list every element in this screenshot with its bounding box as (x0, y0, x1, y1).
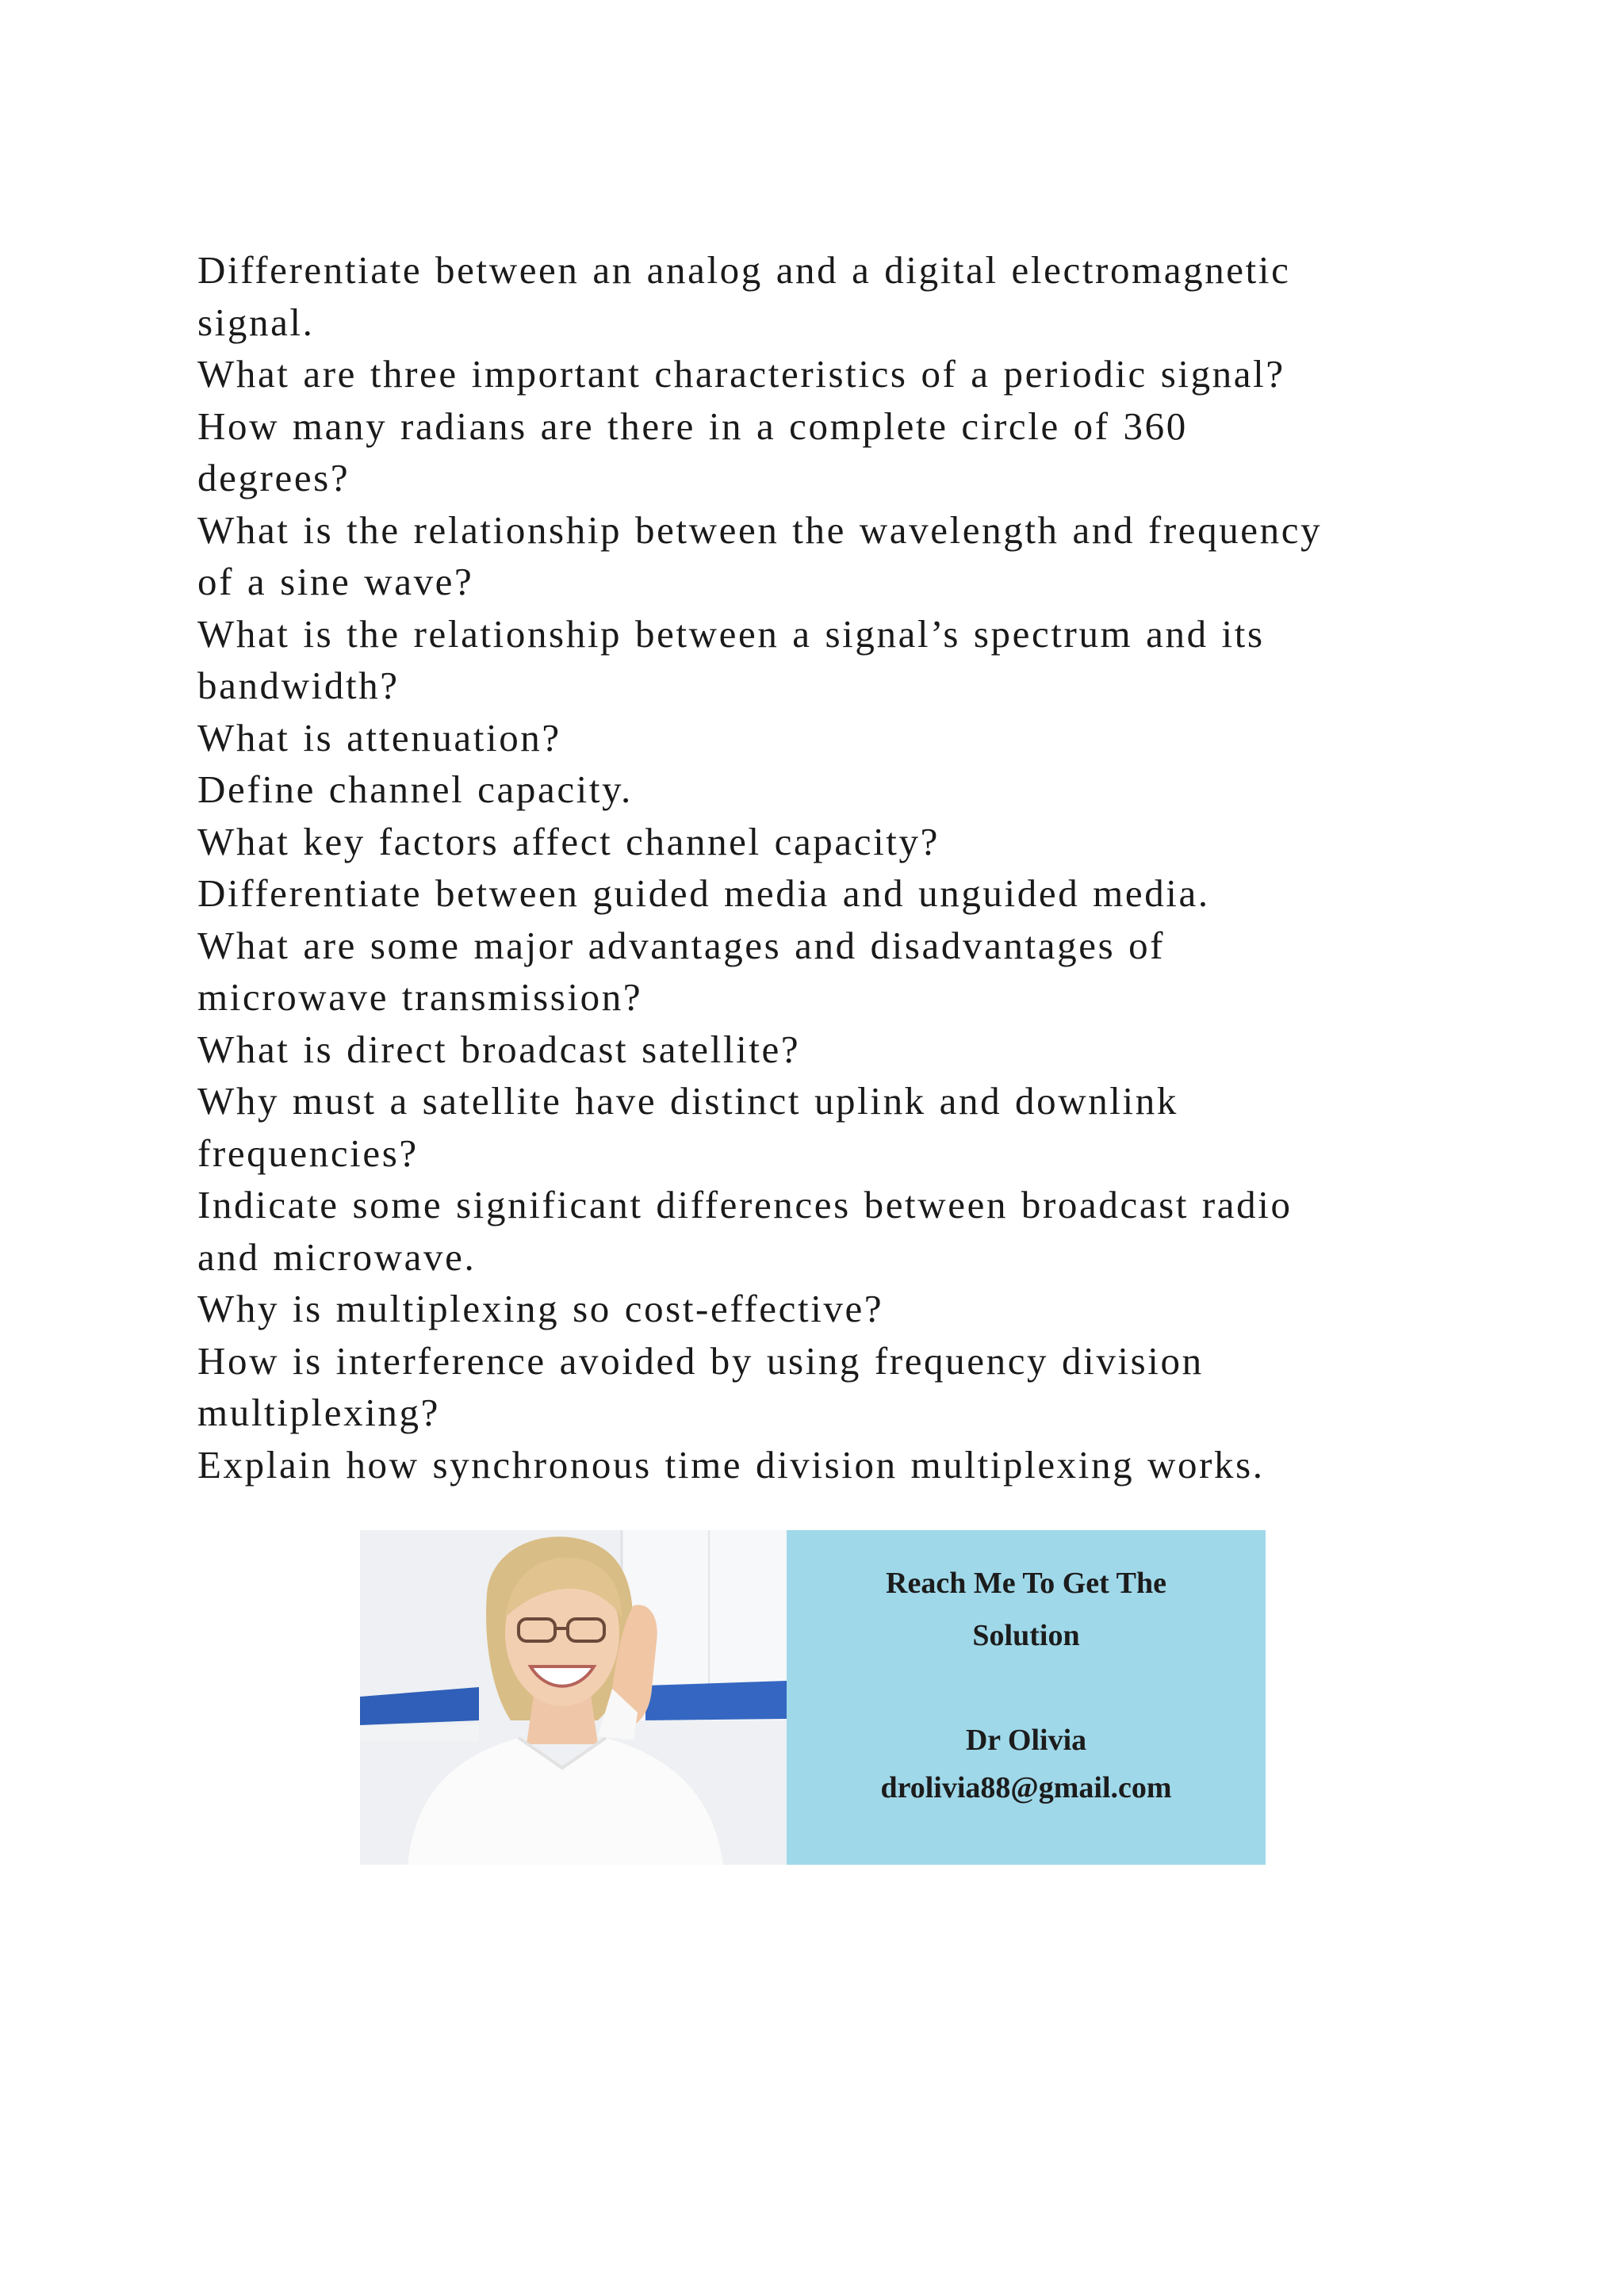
question-13: Indicate some significant differences between broadcast radio and microwave. (197, 1183, 1293, 1279)
question-11: What is direct broadcast satellite? (197, 1027, 801, 1071)
question-3: How many radians are there in a complete circle of 360 degrees? (197, 404, 1188, 499)
question-7: Define channel capacity. (197, 767, 633, 811)
banner-headline: Reach Me To Get The Solution (886, 1567, 1166, 1652)
question-list (197, 244, 1434, 1490)
question-6: What is attenuation? (197, 715, 561, 760)
question-12: Why must a satellite have distinct uplink and downlink frequencies? (197, 1079, 1178, 1175)
contact-banner (360, 1530, 1266, 1865)
question-9: Differentiate between guided media and unguided media. (197, 871, 1210, 915)
question-5: What is the relationship between a signal’s spectrum and its bandwidth? (197, 611, 1265, 707)
question-8: What key factors affect channel capacity? (197, 819, 940, 863)
smiling-woman-photo-icon (360, 1530, 787, 1865)
question-10: What are some major advantages and disadvantages of microwave transmission? (197, 923, 1166, 1019)
contact-info-panel (787, 1530, 1266, 1865)
question-15: How is interference avoided by using frequency division multiplexing? (197, 1338, 1204, 1434)
contact-name: Dr Olivia (965, 1724, 1087, 1757)
question-2: What are three important characteristics of a periodic signal? (197, 352, 1285, 396)
question-14: Why is multiplexing so cost-effective? (197, 1287, 884, 1330)
contact-email: drolivia88@gmail.com (880, 1771, 1172, 1804)
question-1: Differentiate between an analog and a digital electromagnetic signal. (197, 248, 1291, 344)
question-4: What is the relationship between the wavelength and frequency of a sine wave? (197, 507, 1323, 603)
question-16: Explain how synchronous time division multiplexing works. (197, 1442, 1265, 1487)
